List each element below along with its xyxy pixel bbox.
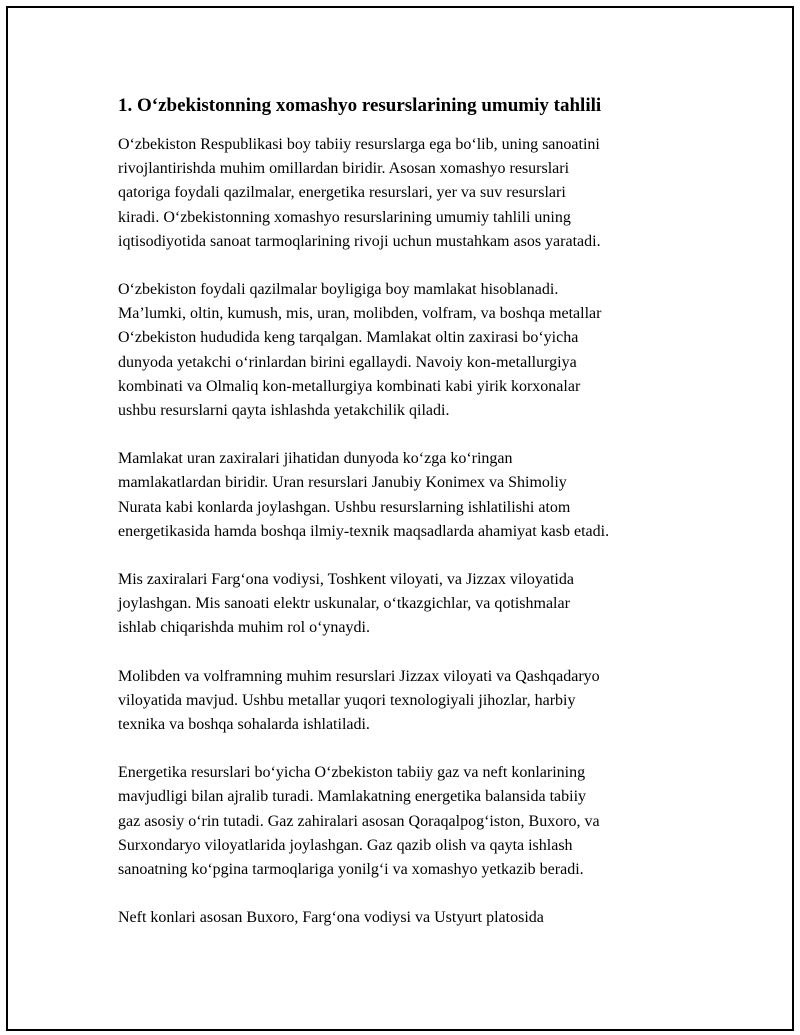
text-line: ushbu resurslarni qayta ishlashda yetakchilik qiladi. bbox=[118, 402, 450, 420]
text-line: kiradi. O‘zbekistonning xomashyo resurslarining umumiy tahlili uning bbox=[118, 208, 571, 226]
text-line: Surxondaryo viloyatlarida joylashgan. Gaz qazib olish va qayta ishlash bbox=[118, 836, 573, 854]
text-line: O‘zbekiston hududida keng tarqalgan. Mamlakat oltin zaxirasi bo‘yicha bbox=[118, 329, 579, 347]
text-line: sanoatning ko‘pgina tarmoqlariga yonilg‘i va xomashyo yetkazib beradi. bbox=[118, 861, 584, 879]
text-line: Ma’lumki, oltin, kumush, mis, uran, molibden, volfram, va boshqa metallar bbox=[118, 305, 602, 323]
text-line: Nurata kabi konlarda joylashgan. Ushbu resurslarning ishlatilishi atom bbox=[118, 498, 571, 516]
text-line: rivojlantirishda muhim omillardan biridir. Asosan xomashyo resurslari bbox=[118, 160, 570, 178]
paragraph bbox=[118, 665, 688, 738]
text-line: dunyoda yetakchi o‘rinlardan birini egallaydi. Navoiy kon-metallurgiya bbox=[118, 353, 577, 371]
paragraph bbox=[118, 568, 688, 641]
text-line: O‘zbekiston foydali qazilmalar boyligiga boy mamlakat hisoblanadi. bbox=[118, 281, 559, 299]
paragraph bbox=[118, 761, 688, 882]
text-line: joylashgan. Mis sanoati elektr uskunalar, o‘tkazgichlar, va qotishmalar bbox=[118, 595, 570, 613]
text-line: O‘zbekiston Respublikasi boy tabiiy resurslarga ega bo‘lib, uning sanoatini bbox=[118, 136, 600, 153]
text-line: mavjudligi bilan ajralib turadi. Mamlakatning energetika balansida tabiiy bbox=[118, 788, 587, 806]
text-line: qatoriga foydali qazilmalar, energetika resurslari, yer va suv resurslari bbox=[118, 184, 566, 202]
text-line: Neft konlari asosan Buxoro, Farg‘ona vodiysi va Ustyurt platosida bbox=[118, 909, 544, 927]
text-line: Molibden va volframning muhim resurslari Jizzax viloyati va Qashqadaryo bbox=[118, 667, 600, 685]
text-line: viloyatida mavjud. Ushbu metallar yuqori texnologiyali jihozlar, harbiy bbox=[118, 691, 576, 709]
text-line: iqtisodiyotida sanoat tarmoqlarining rivoji uchun mustahkam asos yaratadi. bbox=[118, 232, 601, 250]
text-line: texnika va boshqa sohalarda ishlatiladi. bbox=[118, 716, 370, 734]
text-line: mamlakatlardan biridir. Uran resurslari Janubiy Konimex va Shimoliy bbox=[118, 474, 567, 492]
text-line: Mis zaxiralari Farg‘ona vodiysi, Toshkent viloyati, va Jizzax viloyatida bbox=[118, 571, 574, 589]
paragraph bbox=[118, 447, 688, 544]
text-line: gaz asosiy o‘rin tutadi. Gaz zahiralari asosan Qoraqalpog‘iston, Buxoro, va bbox=[118, 812, 600, 830]
text-line: kombinati va Olmaliq kon-metallurgiya kombinati kabi yirik korxonalar bbox=[118, 377, 581, 395]
paragraph bbox=[118, 278, 688, 423]
document-body bbox=[118, 94, 688, 954]
section-heading: 1. O‘zbekistonning xomashyo resurslarining umumiy tahlili bbox=[118, 95, 602, 116]
text-line: ishlab chiqarishda muhim rol o‘ynaydi. bbox=[118, 619, 370, 637]
text-line: Mamlakat uran zaxiralari jihatidan dunyoda ko‘zga ko‘ringan bbox=[118, 450, 513, 468]
paragraph bbox=[118, 906, 688, 930]
text-line: energetikasida hamda boshqa ilmiy-texnik maqsadlarda ahamiyat kasb etadi. bbox=[118, 522, 610, 540]
paragraph bbox=[118, 133, 688, 254]
text-line: Energetika resurslari bo‘yicha O‘zbekiston tabiiy gaz va neft konlarining bbox=[118, 764, 586, 782]
